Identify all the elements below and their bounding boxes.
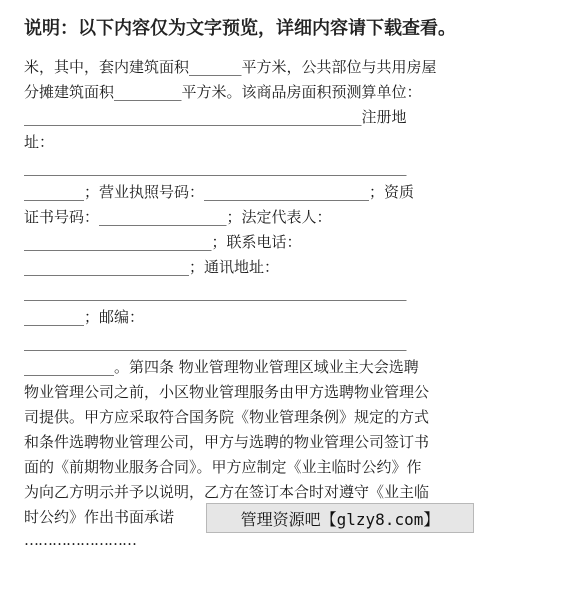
text-line: 司提供。甲方应采取符合国务院《物业管理条例》规定的方式 — [24, 408, 430, 426]
watermark-banner: 管理资源吧【glzy8.com】 — [206, 503, 474, 533]
text-line: 时公约》作出书面承诺 — [24, 508, 175, 526]
truncation-ellipsis: …………………… — [24, 531, 136, 549]
text-line: ___________________________________________________ — [24, 333, 407, 351]
text-line: ___________________________________________________ — [24, 283, 407, 301]
text-line: 物业管理公司之前，小区物业管理服务由甲方选聘物业管理公 — [24, 383, 430, 401]
text-line: 面的《前期物业服务合同》。甲方应制定《业主临时公约》作 — [24, 458, 422, 476]
text-line: ______________________；通讯地址： — [24, 258, 280, 276]
text-line: 为向乙方明示并予以说明，乙方在签订本合时对遵守《业主临 — [24, 483, 430, 501]
preview-notice: 说明：以下内容仅为文字预览，详细内容请下载查看。 — [24, 18, 456, 39]
text-line: ___________________________________________________ — [24, 158, 407, 176]
text-line: 分摊建筑面积_________平方米。该商品房面积预测算单位： — [24, 83, 422, 101]
text-line: 米，其中，套内建筑面积_______平方米，公共部位与共用房屋 — [24, 58, 437, 76]
text-line: _____________________________________________注册地 — [24, 108, 407, 126]
text-line: ________；营业执照号码：______________________；资质 — [24, 183, 415, 201]
text-line: ____________。第四条 物业管理物业管理区域业主大会选聘 — [24, 358, 419, 376]
text-line: 证书号码：_________________；法定代表人： — [24, 208, 332, 226]
text-line: 址： — [24, 133, 55, 151]
document-body — [24, 55, 548, 530]
text-line: ________；邮编： — [24, 308, 145, 326]
text-line: 和条件选聘物业管理公司，甲方与选聘的物业管理公司签订书 — [24, 433, 430, 451]
text-line: _________________________；联系电话： — [24, 233, 302, 251]
